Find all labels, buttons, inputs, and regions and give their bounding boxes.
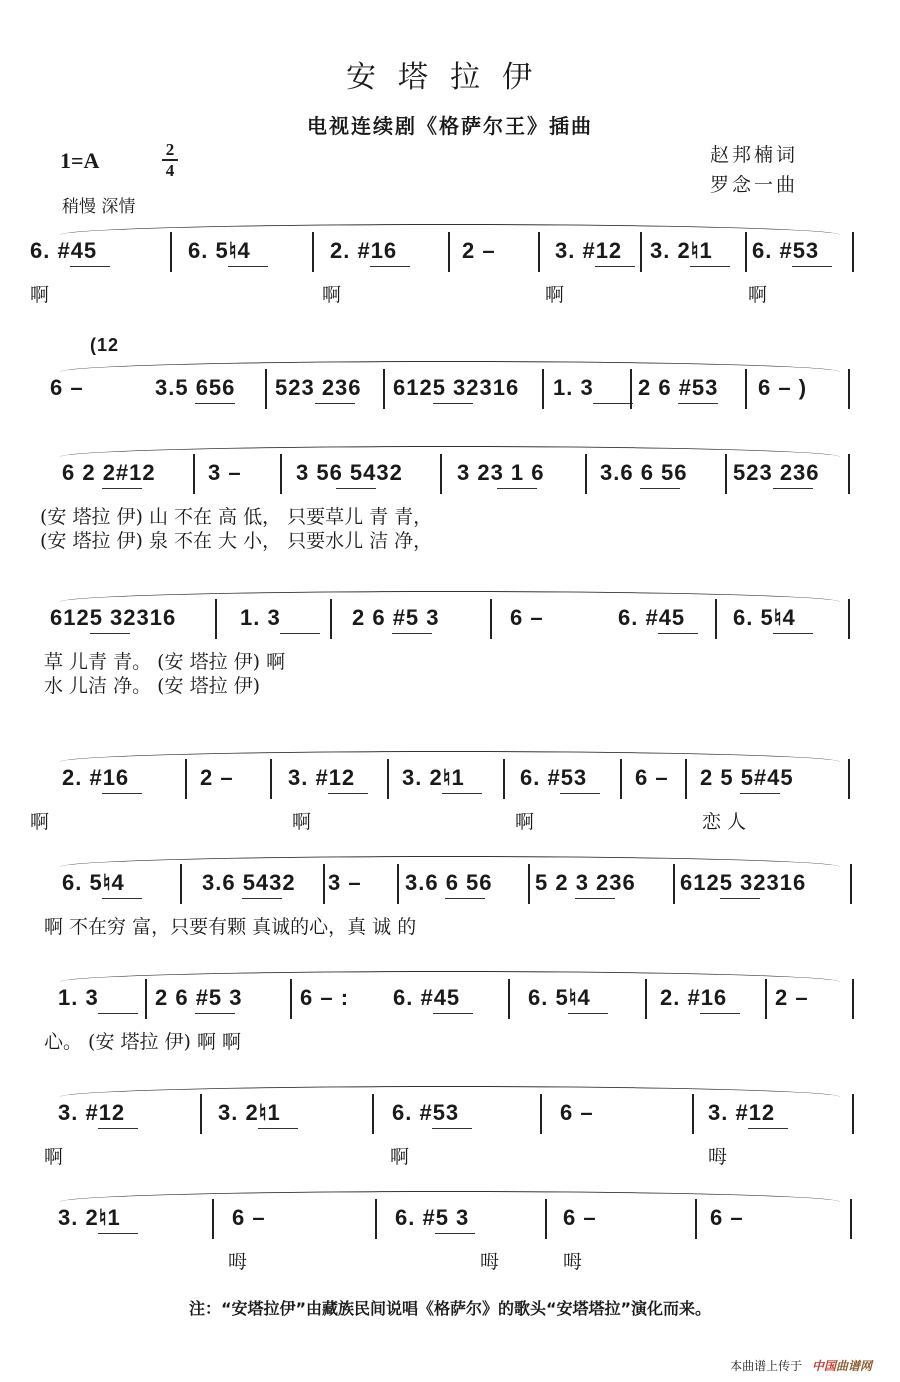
note-group: 3.6 6 56 — [405, 870, 493, 895]
bar-line — [848, 454, 850, 494]
bar-line — [852, 979, 854, 1019]
slur-mark — [60, 446, 840, 457]
note-group: 6125 32316 — [680, 870, 807, 895]
bar-line — [545, 1199, 547, 1239]
beam-underline — [773, 488, 813, 489]
note-group: 6 – ) — [758, 375, 808, 400]
bar-line — [215, 599, 217, 639]
bar-line — [383, 369, 385, 409]
note-group: 3. #12 — [708, 1100, 776, 1125]
time-signature — [162, 141, 178, 179]
note-group: 6 – : — [300, 985, 350, 1010]
beam-underline — [433, 1013, 473, 1014]
bar-line — [645, 979, 647, 1019]
lyric-line: 啊 — [44, 1146, 64, 1168]
bar-line — [528, 864, 530, 904]
beam-underline — [748, 1128, 788, 1129]
note-group: 6. 5♮4 — [528, 985, 591, 1010]
bar-line — [330, 599, 332, 639]
slur-mark — [60, 856, 840, 867]
note-group: 3. 2♮1 — [58, 1205, 121, 1230]
note-group: 523 236 — [733, 460, 820, 485]
bar-line — [852, 1094, 854, 1134]
beam-underline — [658, 633, 698, 634]
note-group: 3 56 5432 — [296, 460, 403, 485]
note-group: 5 2 3 236 — [535, 870, 636, 895]
beam-underline — [497, 488, 537, 489]
bar-line — [372, 1094, 374, 1134]
beam-underline — [568, 1013, 608, 1014]
beam-underline — [328, 793, 368, 794]
note-group: 3. 2♮1 — [402, 765, 465, 790]
lyric-line: 呣 — [228, 1251, 248, 1273]
note-group: 6125 32316 — [50, 605, 177, 630]
lyric-line: 水 儿洁 净。 (安 塔拉 伊) — [44, 675, 261, 697]
bar-line — [265, 369, 267, 409]
slur-mark — [60, 591, 840, 602]
beam-underline — [98, 1233, 138, 1234]
bar-line — [725, 454, 727, 494]
beam-underline — [593, 403, 633, 404]
beam-underline — [195, 1013, 235, 1014]
note-group: 6 – — [232, 1205, 266, 1230]
lyric-line: 啊 — [322, 284, 342, 306]
lyric-line: 恋 人 — [702, 811, 747, 833]
song-subtitle: 电视连续剧《格萨尔王》插曲 — [307, 114, 593, 138]
bar-line — [185, 759, 187, 799]
note-group: 6 – — [635, 765, 669, 790]
bar-line — [200, 1094, 202, 1134]
note-group: 6. 5♮4 — [188, 238, 251, 263]
note-group: 6125 32316 — [393, 375, 520, 400]
bar-line — [850, 1199, 852, 1239]
bar-line — [685, 759, 687, 799]
time-sig-bottom: 4 — [165, 161, 175, 180]
note-group: 3. #12 — [288, 765, 356, 790]
beam-underline — [370, 266, 410, 267]
note-group: 6. #45 — [393, 985, 461, 1010]
note-group: 3 23 1 6 — [457, 460, 545, 485]
composer-credit: 罗念一曲 — [710, 174, 799, 196]
lyric-line: 啊 — [515, 811, 535, 833]
beam-underline — [98, 1013, 138, 1014]
beam-underline — [700, 1013, 740, 1014]
bar-line — [448, 232, 450, 272]
note-group: 2. #16 — [660, 985, 728, 1010]
note-group: 6. #45 — [30, 238, 98, 263]
beam-underline — [392, 633, 432, 634]
note-group: 6 – — [50, 375, 84, 400]
note-group: 2 – — [200, 765, 234, 790]
bar-line — [397, 864, 399, 904]
lyric-line: 啊 — [30, 811, 50, 833]
note-group: 3. 2♮1 — [218, 1100, 281, 1125]
bar-line — [850, 864, 852, 904]
site-logo-brown[interactable]: 曲谱网 — [835, 1359, 872, 1373]
note-group: 2. #16 — [62, 765, 130, 790]
bar-line — [848, 369, 850, 409]
beam-underline — [720, 898, 760, 899]
beam-underline — [595, 266, 635, 267]
beam-underline — [98, 1128, 138, 1129]
bar-line — [503, 759, 505, 799]
lyric-line: 啊 — [30, 284, 50, 306]
lyric-line: 草 儿青 青。 (安 塔拉 伊) 啊 — [44, 651, 286, 673]
bar-line — [180, 864, 182, 904]
beam-underline — [242, 898, 282, 899]
bar-line — [640, 232, 642, 272]
beam-underline — [640, 488, 680, 489]
beam-underline — [280, 633, 320, 634]
lyric-line: 啊 — [292, 811, 312, 833]
beam-underline — [678, 403, 718, 404]
note-group: 6 – — [563, 1205, 597, 1230]
beam-underline — [195, 403, 235, 404]
slur-mark — [60, 971, 840, 982]
note-group: 2 – — [462, 238, 496, 263]
lyric-line: 心。 (安 塔拉 伊) 啊 啊 — [44, 1031, 242, 1053]
bar-line — [440, 454, 442, 494]
note-group: 2 6 #5 3 — [155, 985, 243, 1010]
beam-underline — [740, 793, 780, 794]
note-group: 3. 2♮1 — [650, 238, 713, 263]
slur-mark — [60, 1191, 840, 1202]
slur-mark — [60, 1086, 840, 1097]
slur-mark — [60, 224, 840, 235]
bar-line — [542, 369, 544, 409]
note-group: 2 6 #5 3 — [352, 605, 440, 630]
lyric-line: (安 塔拉 伊) 山 不在 高 低， 只要草儿 青 青， — [40, 506, 433, 528]
bar-line — [585, 454, 587, 494]
tempo-marking: 稍慢 深情 — [62, 197, 136, 217]
slur-mark — [60, 361, 840, 372]
note-group: 6. #53 — [752, 238, 820, 263]
lyricist-credit: 赵邦楠词 — [710, 144, 799, 166]
site-logo-red[interactable]: 中国 — [811, 1359, 836, 1373]
bar-line — [170, 232, 172, 272]
footnote: 注：“安塔拉伊”由藏族民间说唱《格萨尔》的歌头“安塔塔拉”演化而来。 — [188, 1299, 712, 1318]
beam-underline — [435, 1233, 475, 1234]
note-group: 3. #12 — [555, 238, 623, 263]
beam-underline — [575, 898, 615, 899]
beam-underline — [228, 266, 268, 267]
note-group: 6. 5♮4 — [62, 870, 125, 895]
bar-line — [312, 232, 314, 272]
beam-underline — [792, 266, 832, 267]
bar-line — [630, 369, 632, 409]
note-group: 2. #16 — [330, 238, 398, 263]
key-signature: 1=A — [60, 148, 100, 173]
note-group: 6 – — [710, 1205, 744, 1230]
beam-underline — [442, 793, 482, 794]
bar-line — [145, 979, 147, 1019]
lyric-line: 呣 — [708, 1146, 728, 1168]
bar-line — [852, 232, 854, 272]
lyric-line: 啊 — [545, 284, 565, 306]
note-group: (12 — [90, 335, 120, 355]
note-group: 6. #53 — [392, 1100, 460, 1125]
beam-underline — [70, 266, 110, 267]
bar-line — [323, 864, 325, 904]
beam-underline — [102, 793, 142, 794]
beam-underline — [445, 898, 485, 899]
footer-credit — [730, 1357, 872, 1374]
song-title: 安塔拉伊 — [346, 60, 554, 95]
note-group: 6. 5♮4 — [733, 605, 796, 630]
beam-underline — [432, 1128, 472, 1129]
note-group: 2 5 5#45 — [700, 765, 794, 790]
beam-underline — [90, 633, 130, 634]
note-group: 3 – — [208, 460, 242, 485]
bar-line — [745, 369, 747, 409]
bar-line — [375, 1199, 377, 1239]
beam-underline — [773, 633, 813, 634]
note-group: 3.6 6 56 — [600, 460, 688, 485]
note-group: 6. #5 3 — [395, 1205, 470, 1230]
lyric-line: 啊 — [390, 1146, 410, 1168]
beam-underline — [315, 403, 355, 404]
bar-line — [290, 979, 292, 1019]
bar-line — [193, 454, 195, 494]
beam-underline — [336, 488, 376, 489]
note-group: 6 – — [510, 605, 544, 630]
bar-line — [508, 979, 510, 1019]
note-group: 6 – — [560, 1100, 594, 1125]
lyric-line: 呣 — [563, 1251, 583, 1273]
note-group: 3 – — [328, 870, 362, 895]
time-sig-top: 2 — [165, 140, 175, 159]
note-group: 2 – — [775, 985, 809, 1010]
bar-line — [538, 232, 540, 272]
bar-line — [715, 599, 717, 639]
beam-underline — [258, 1128, 298, 1129]
beam-underline — [102, 898, 142, 899]
bar-line — [692, 1094, 694, 1134]
bar-line — [848, 759, 850, 799]
note-group: 1. 3 — [553, 375, 594, 400]
bar-line — [745, 232, 747, 272]
note-group: 3.6 5432 — [202, 870, 296, 895]
note-group: 1. 3 — [58, 985, 99, 1010]
note-group: 1. 3 — [240, 605, 281, 630]
bar-line — [490, 599, 492, 639]
beam-underline — [102, 488, 142, 489]
bar-line — [765, 979, 767, 1019]
lyric-line: 呣 — [480, 1251, 500, 1273]
uploaded-text: 本曲谱上传于 — [730, 1359, 803, 1373]
slur-mark — [60, 751, 840, 762]
beam-underline — [433, 403, 473, 404]
bar-line — [695, 1199, 697, 1239]
note-group: 3. #12 — [58, 1100, 126, 1125]
note-group: 523 236 — [275, 375, 362, 400]
bar-line — [387, 759, 389, 799]
note-group: 6. #53 — [520, 765, 588, 790]
bar-line — [540, 1094, 542, 1134]
bar-line — [212, 1199, 214, 1239]
bar-line — [673, 864, 675, 904]
note-group: 3.5 656 — [155, 375, 236, 400]
note-group: 6 2 2#12 — [62, 460, 156, 485]
bar-line — [848, 599, 850, 639]
beam-underline — [560, 793, 600, 794]
beam-underline — [690, 266, 730, 267]
note-group: 6. #45 — [618, 605, 686, 630]
lyric-line: (安 塔拉 伊) 泉 不在 大 小， 只要水儿 洁 净， — [40, 530, 433, 552]
bar-line — [270, 759, 272, 799]
lyric-line: 啊 — [748, 284, 768, 306]
bar-line — [620, 759, 622, 799]
note-group: 2 6 #53 — [638, 375, 719, 400]
lyric-line: 啊 不在穷 富，只要有颗 真诚的心，真 诚 的 — [44, 916, 417, 938]
bar-line — [280, 454, 282, 494]
